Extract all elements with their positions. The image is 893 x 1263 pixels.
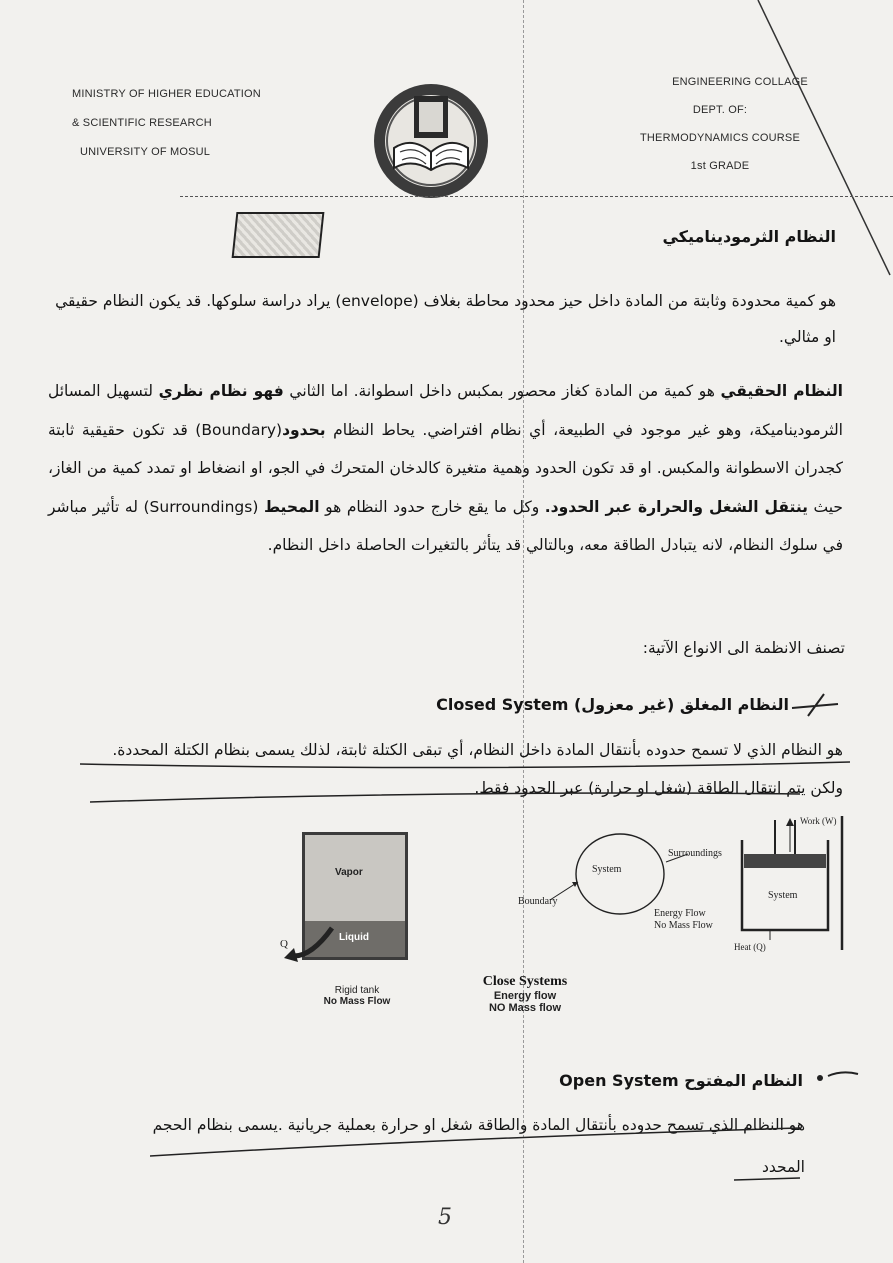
underline-pen-marks xyxy=(80,760,850,810)
figure-caption-title: Close Systems xyxy=(482,974,568,989)
bold-term: النظام الحقيقي xyxy=(720,382,843,400)
page-number: 5 xyxy=(438,1205,452,1230)
closed-system-text: هو النظام الذي لا تسمح حدوده بأنتقال المادة داخل النظام، أي تبقى الكتلة ثابتة، لذلك يسمى بنظام الكتلة المحددة. ولكن يتم انتقال الطاقة (شغل او حرارة) عبر الحدود فقط. xyxy=(112,741,843,797)
paragraph-run: وكل ما يقع خارج حدود النظام هو xyxy=(319,497,545,516)
paragraph-definition: هو كمية محدودة وثابتة من المادة داخل حيز محدود محاطة بغلاف (envelope) يراد دراسة سلوكها. قد يكون النظام حقيقي او مثالي. xyxy=(55,292,836,346)
tank-q-label: Q xyxy=(280,938,288,950)
tank-liquid-label: Liquid xyxy=(339,932,369,943)
university-logo xyxy=(370,82,492,200)
tank-caption xyxy=(312,985,402,1007)
stamp xyxy=(232,212,325,258)
figure-caption-energy: Energy flow xyxy=(493,990,557,1002)
piston-heat-label: Heat (Q) xyxy=(734,942,766,952)
paragraph-run: (Boundary) قد تكون حقيقية ثابتة كجدران الاسطوانة والمكبس. او قد تكون الحدود وهمية متغيرة كالدخان المتحرك في الجو، او انضغاط او تمدد كمية من الغاز، حيث xyxy=(48,420,844,516)
paragraph-system-types xyxy=(48,372,843,565)
loop-system-label: System xyxy=(592,864,622,875)
paragraph-run: (Surroundings) له تأثير مباشر في سلوك النظام، لانه يتبادل الطاقة معه، وبالتالي قد يتأثر بالتغيرات الحاصلة داخل النظام. xyxy=(48,497,843,554)
paragraph-run: هو كمية من المادة كغاز محصور بمكبس داخل اسطوانة. اما الثاني xyxy=(283,382,721,400)
bold-term: المحيط xyxy=(263,497,320,516)
header-ministry: MINISTRY OF HIGHER EDUCATION xyxy=(72,88,261,100)
loop-surroundings-label: Surroundings xyxy=(668,848,722,859)
loop-energy-label: Energy Flow xyxy=(654,908,706,919)
header-grade: 1st GRADE xyxy=(690,160,750,172)
section-title: النظام الثرموديناميكي xyxy=(662,227,836,246)
header-college: ENGINEERING COLLAGE xyxy=(672,76,808,88)
classification-line: تصنف الانظمة الى الانواع الآتية: xyxy=(642,639,845,657)
piston-work-label: Work (W) xyxy=(800,816,837,826)
open-underline-pen-marks xyxy=(150,1126,820,1186)
bold-term: ينتقل الشغل والحرارة عبر الحدود. xyxy=(544,497,808,516)
header-course: THERMODYNAMICS COURSE xyxy=(639,132,801,144)
tank-caption-1: Rigid tank xyxy=(334,985,380,996)
paper-fold-line xyxy=(523,0,524,1263)
header-left xyxy=(72,88,261,158)
header-university: UNIVERSITY OF MOSUL xyxy=(80,146,211,158)
header-separator xyxy=(180,196,893,197)
heat-arrow-icon xyxy=(282,920,352,970)
tank-vapor-label: Vapor xyxy=(335,867,363,878)
bold-term: بحدود xyxy=(282,420,326,439)
piston-system-label: System xyxy=(768,890,798,901)
bold-term: فهو نظام نظري xyxy=(158,382,284,400)
system-boundary-diagram xyxy=(510,826,750,936)
checkmark-pen-mark xyxy=(790,690,842,720)
loop-boundary-label: Boundary xyxy=(518,896,558,907)
open-system-heading: النظام المفتوح Open System xyxy=(559,1071,803,1090)
header-dept: DEPT. OF: xyxy=(692,104,748,116)
tank-caption-2: No Mass Flow xyxy=(323,996,391,1007)
header-research: & SCIENTIFIC RESEARCH xyxy=(72,117,212,129)
figure-caption-mass: NO Mass flow xyxy=(488,1002,562,1014)
piston-cylinder-diagram xyxy=(730,812,860,952)
open-system-text: هو النظام الذي تسمح حدوده بأنتقال المادة والطاقة شغل او حرارة بعملية جريانية .يسمى بنظام الحجم المحدد xyxy=(152,1116,805,1176)
bullet-pen-mark xyxy=(812,1066,862,1086)
paragraph-run: لتسهيل المسائل الثرموديناميكة، وهو غير موجود في الطبيعة، أي نظام افتراضي. يحاط النظام xyxy=(48,382,843,439)
loop-nomass-label: No Mass Flow xyxy=(654,920,713,931)
closed-system-heading: النظام المغلق (غير معزول) Closed System xyxy=(436,695,789,714)
figure-caption xyxy=(460,974,590,1014)
